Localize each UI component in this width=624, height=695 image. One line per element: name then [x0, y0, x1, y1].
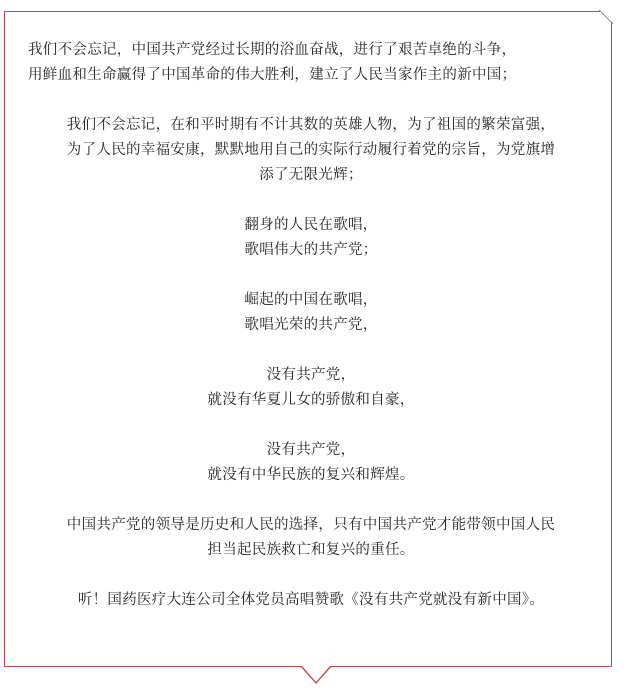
frame-corner-decoration [599, 10, 613, 24]
paragraph-line: 听！国药医疗大连公司全体党员高唱赞歌《没有共产党就没有新中国》。 [77, 592, 545, 608]
paragraph-2 [28, 113, 594, 188]
paragraph-line: 我们不会忘记，中国共产党经过长期的浴血奋战，进行了艰苦卓绝的斗争， [28, 42, 517, 58]
paragraph-closing [28, 588, 594, 613]
poem-stanza-2 [28, 288, 594, 338]
paragraph-conclusion [28, 513, 594, 563]
article-body [28, 38, 594, 613]
poem-line: 歌唱伟大的共产党； [244, 242, 378, 258]
poem-line: 翻身的人民在歌唱， [244, 217, 378, 233]
poem-line: 就没有华夏儿女的骄傲和自豪， [207, 392, 415, 408]
paragraph-line: 添了无限光辉； [259, 167, 363, 183]
poem-stanza-1 [28, 213, 594, 263]
paragraph-1 [28, 38, 594, 88]
paragraph-line: 为了人民的幸福安康，默默地用自己的实际行动履行着党的宗旨，为党旗增 [66, 142, 556, 158]
paragraph-line: 我们不会忘记，在和平时期有不计其数的英雄人物，为了祖国的繁荣富强， [66, 117, 556, 133]
paragraph-line: 中国共产党的领导是历史和人民的选择，只有中国共产党才能带领中国人民 [66, 517, 556, 533]
poem-line: 没有共产党， [266, 367, 356, 383]
poem-line: 崛起的中国在歌唱， [244, 292, 378, 308]
poem-stanza-4 [28, 438, 594, 488]
poem-stanza-3 [28, 363, 594, 413]
paragraph-line: 用鲜血和生命赢得了中国革命的伟大胜利，建立了人民当家作主的新中国； [28, 67, 517, 83]
poem-line: 就没有中华民族的复兴和辉煌。 [207, 467, 415, 483]
frame-pointer-fill [302, 666, 330, 682]
poem-line: 歌唱光荣的共产党， [244, 317, 378, 333]
poem-line: 没有共产党， [266, 442, 356, 458]
paragraph-line: 担当起民族救亡和复兴的重任。 [207, 542, 415, 558]
